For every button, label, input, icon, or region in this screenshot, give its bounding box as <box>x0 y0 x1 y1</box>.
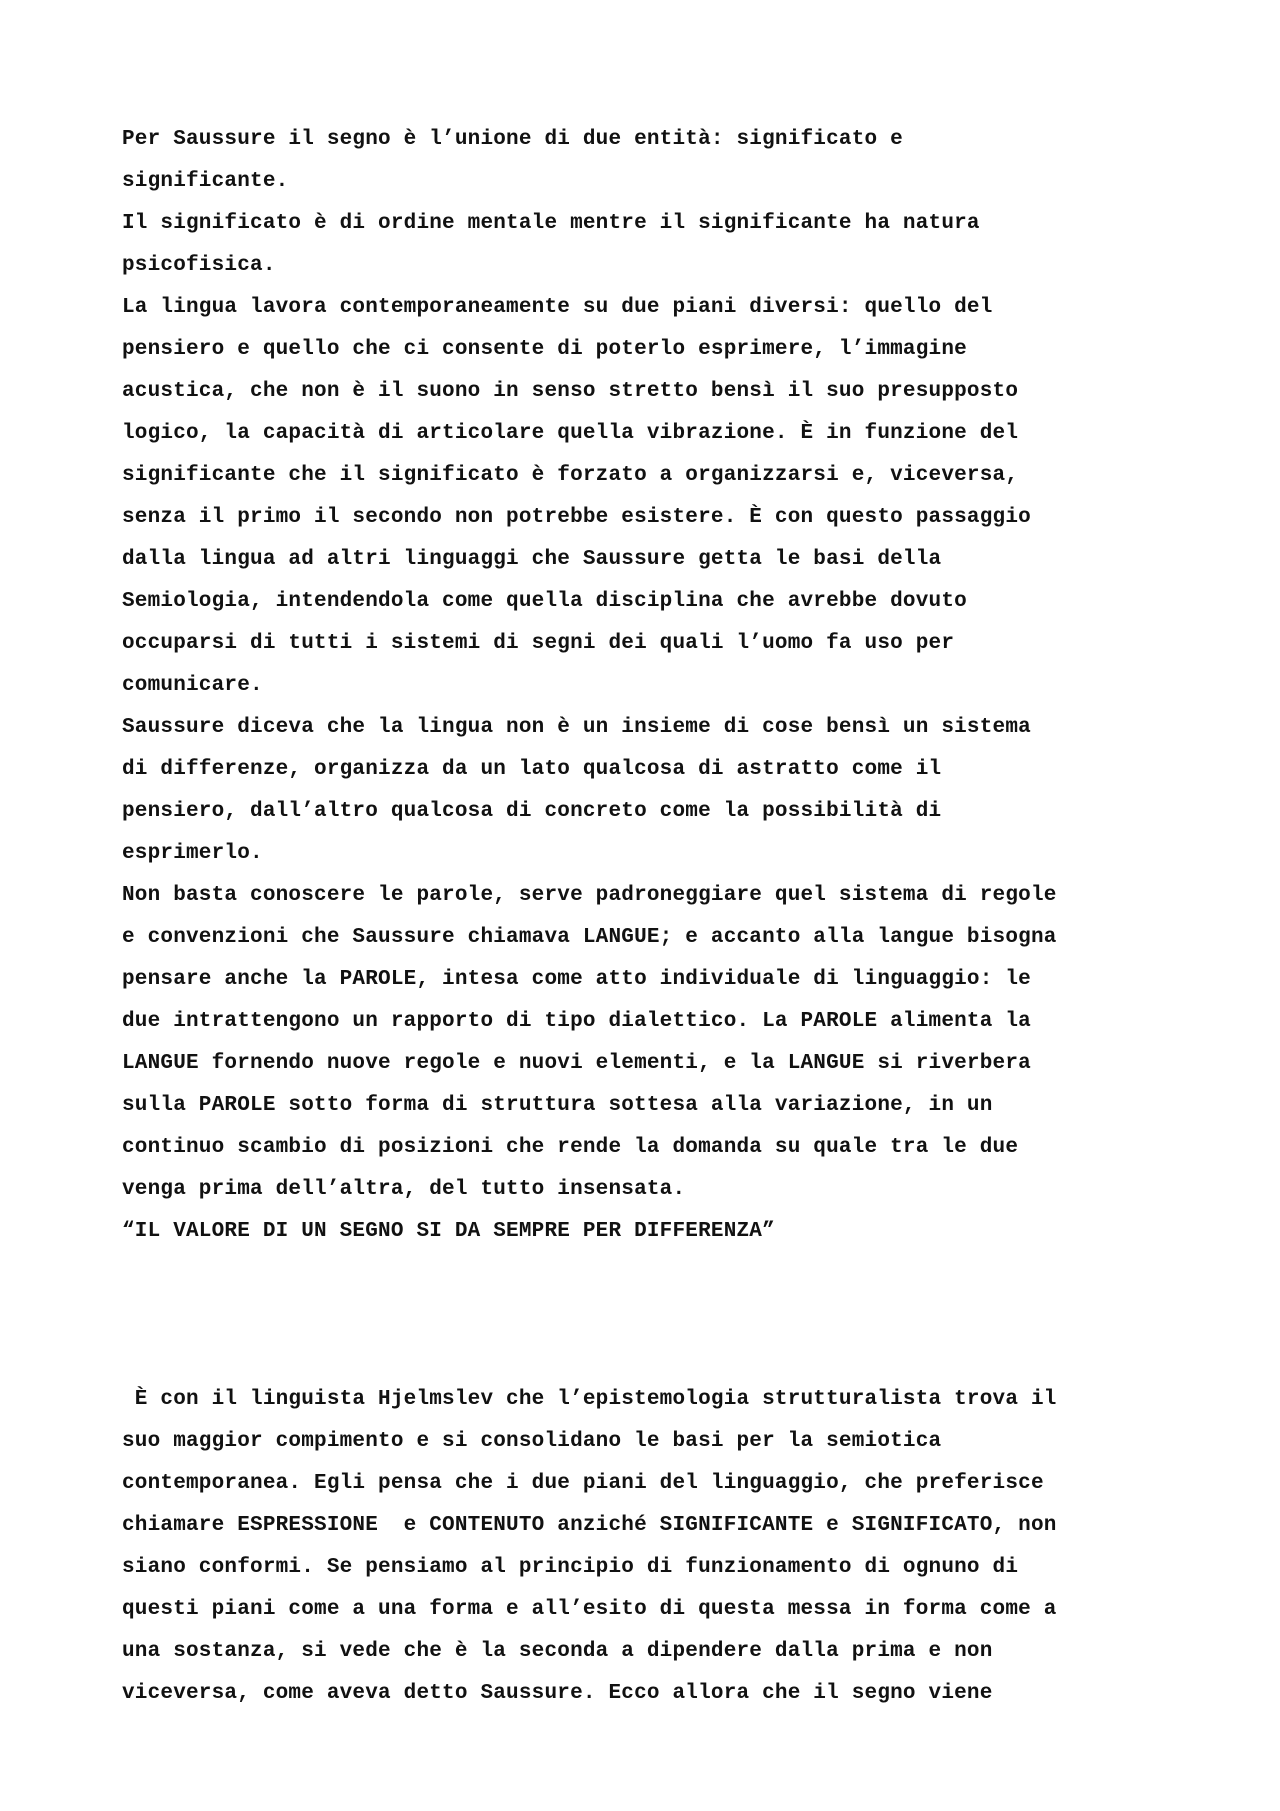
text-line: dalla lingua ad altri linguaggi che Saussure getta le basi della <box>122 548 942 571</box>
text-line: siano conformi. Se pensiamo al principio di funzionamento di ognuno di <box>122 1556 1019 1579</box>
text-line: pensiero e quello che ci consente di poterlo esprimere, l’immagine <box>122 338 967 361</box>
text-line: due intrattengono un rapporto di tipo dialettico. La PAROLE alimenta la <box>122 1010 1031 1033</box>
text-line: senza il primo il secondo non potrebbe esistere. È con questo passaggio <box>122 506 1031 529</box>
paragraph-block-hjelmslev <box>122 1379 1182 1715</box>
text-line: acustica, che non è il suono in senso stretto bensì il suo presupposto <box>122 380 1019 403</box>
text-column <box>122 119 1182 1715</box>
text-line: contemporanea. Egli pensa che i due piani del linguaggio, che preferisce <box>122 1472 1044 1495</box>
text-line: LANGUE fornendo nuove regole e nuovi elementi, e la LANGUE si riverbera <box>122 1052 1031 1075</box>
text-line: viceversa, come aveva detto Saussure. Ecco allora che il segno viene <box>122 1682 993 1705</box>
text-line: continuo scambio di posizioni che rende la domanda su quale tra le due <box>122 1136 1019 1159</box>
text-line: suo maggior compimento e si consolidano le basi per la semiotica <box>122 1430 942 1453</box>
text-line: significante. <box>122 170 289 193</box>
paragraph-block-saussure <box>122 119 1182 1253</box>
text-line: pensiero, dall’altro qualcosa di concreto come la possibilità di <box>122 800 942 823</box>
text-line: Per Saussure il segno è l’unione di due entità: significato e <box>122 128 903 151</box>
text-line: occuparsi di tutti i sistemi di segni dei quali l’uomo fa uso per <box>122 632 955 655</box>
paragraph-gap <box>122 1253 1182 1337</box>
text-line: logico, la capacità di articolare quella vibrazione. È in funzione del <box>122 422 1019 445</box>
text-line: di differenze, organizza da un lato qualcosa di astratto come il <box>122 758 942 781</box>
text-line: e convenzioni che Saussure chiamava LANGUE; e accanto alla langue bisogna <box>122 926 1057 949</box>
text-line: significante che il significato è forzato a organizzarsi e, viceversa, <box>122 464 1019 487</box>
text-line: venga prima dell’altra, del tutto insensata. <box>122 1178 686 1201</box>
text-line: sulla PAROLE sotto forma di struttura sottesa alla variazione, in un <box>122 1094 993 1117</box>
text-line: psicofisica. <box>122 254 276 277</box>
text-line: Saussure diceva che la lingua non è un insieme di cose bensì un sistema <box>122 716 1031 739</box>
text-line: Semiologia, intendendola come quella disciplina che avrebbe dovuto <box>122 590 967 613</box>
text-line: Non basta conoscere le parole, serve padroneggiare quel sistema di regole <box>122 884 1057 907</box>
text-line: comunicare. <box>122 674 263 697</box>
text-line: una sostanza, si vede che è la seconda a dipendere dalla prima e non <box>122 1640 993 1663</box>
text-line: chiamare ESPRESSIONE e CONTENUTO anziché SIGNIFICANTE e SIGNIFICATO, non <box>122 1514 1057 1537</box>
text-line: La lingua lavora contemporaneamente su due piani diversi: quello del <box>122 296 993 319</box>
text-line: pensare anche la PAROLE, intesa come atto individuale di linguaggio: le <box>122 968 1031 991</box>
quote-line: “IL VALORE DI UN SEGNO SI DA SEMPRE PER DIFFERENZA” <box>122 1220 775 1243</box>
text-line: questi piani come a una forma e all’esito di questa messa in forma come a <box>122 1598 1057 1621</box>
text-line: Il significato è di ordine mentale mentre il significante ha natura <box>122 212 980 235</box>
text-line: È con il linguista Hjelmslev che l’epistemologia strutturalista trova il <box>122 1388 1057 1411</box>
text-line: esprimerlo. <box>122 842 263 865</box>
